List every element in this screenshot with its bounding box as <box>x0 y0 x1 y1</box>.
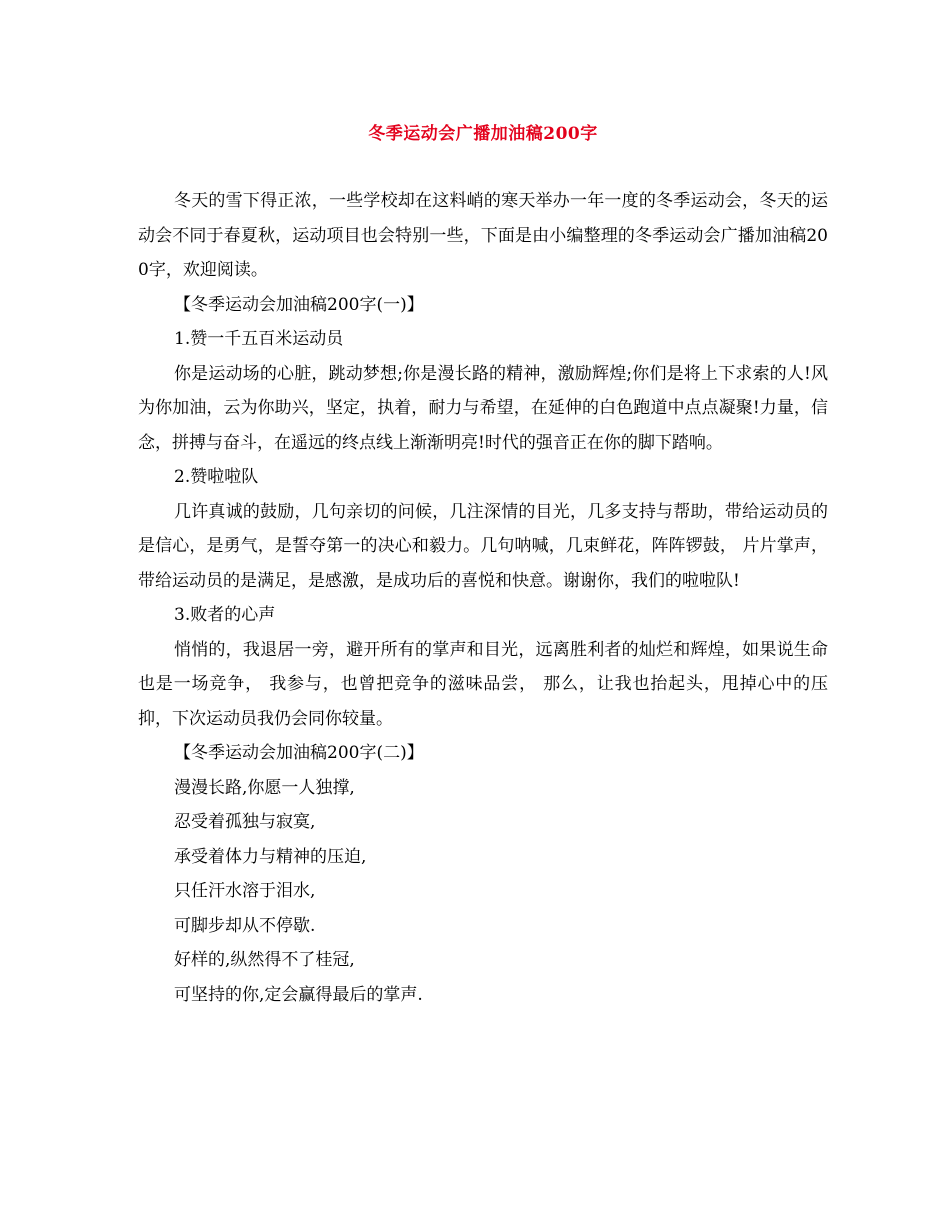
poem-line: 可脚步却从不停歇. <box>174 915 316 936</box>
document-page <box>138 118 828 1012</box>
poem-line: 好样的,纵然得不了桂冠, <box>174 950 355 970</box>
item-heading-losers-voice: 3.败者的心声 <box>174 605 276 625</box>
item-heading-1500m: 1.赞一千五百米运动员 <box>174 329 344 349</box>
body-paragraph-losers-voice: 悄悄的，我退居一旁，避开所有的掌声和目光，远离胜利者的灿烂和辉煌，如果说生命也是一场竞争， 我参与，也曾把竞争的滋味品尝， 那么，让我也抬起头，甩掉心中的压抑，下次运动员我仍会同你较量。 <box>138 639 828 729</box>
document-title: 冬季运动会广播加油稿200字 <box>368 124 598 144</box>
poem-line: 漫漫长路,你愿一人独撑, <box>174 777 355 798</box>
poem-line: 承受着体力与精神的压迫, <box>174 846 367 867</box>
section-heading-two: 【冬季运动会加油稿200字(二)】 <box>174 743 424 763</box>
body-paragraph-cheerleaders: 几许真诚的鼓励，几句亲切的问候，几注深情的目光，几多支持与帮助，带给运动员的是信心，是勇气，是誓夺第一的决心和毅力。几句呐喊，几束鲜花，阵阵锣鼓， 片片掌声，带给运动员的是满足，是感激，是成功后的喜悦和快意。谢谢你，我们的啦啦队! <box>138 501 828 591</box>
section-heading-one: 【冬季运动会加油稿200字(一)】 <box>174 294 424 315</box>
poem-line: 只任汗水溶于泪水, <box>174 881 316 901</box>
item-heading-cheerleaders: 2.赞啦啦队 <box>174 467 259 487</box>
poem-line: 忍受着孤独与寂寞, <box>174 812 316 832</box>
body-paragraph-1500m: 你是运动场的心脏，跳动梦想;你是漫长路的精神，激励辉煌;你们是将上下求索的人!风为你加油，云为你助兴，坚定，执着，耐力与希望，在延伸的白色跑道中点点凝聚!力量，信念，拼搏与奋斗，在遥远的终点线上渐渐明亮!时代的强音正在你的脚下踏响。 <box>138 363 828 453</box>
document-body <box>138 184 828 1012</box>
poem-line: 可坚持的你,定会赢得最后的掌声. <box>174 984 423 1005</box>
intro-paragraph: 冬天的雪下得正浓，一些学校却在这料峭的寒天举办一年一度的冬季运动会，冬天的运动会不同于春夏秋，运动项目也会特别一些，下面是由小编整理的冬季运动会广播加油稿200字，欢迎阅读。 <box>138 191 828 280</box>
